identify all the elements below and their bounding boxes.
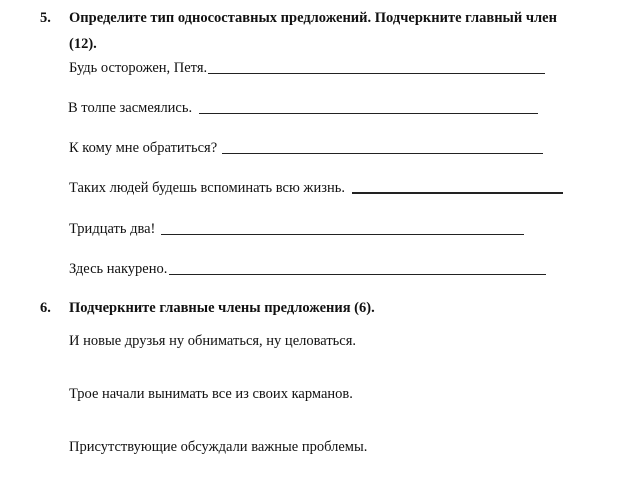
sentence-text: В толпе засмеялись. (68, 100, 193, 116)
answer-line[interactable] (161, 234, 524, 235)
task-6-sentence-1[interactable]: И новые друзья ну обниматься, ну целоваться. (69, 333, 357, 349)
sentence-text: К кому мне обратиться? (69, 140, 218, 156)
answer-line[interactable] (169, 274, 546, 275)
sentence-text: Будь осторожен, Петя. (69, 60, 208, 76)
sentence-text: Таких людей будешь вспоминать всю жизнь. (69, 180, 345, 196)
answer-line[interactable] (222, 153, 543, 154)
task-6-sentence-3[interactable]: Присутствующие обсуждали важные проблемы. (69, 439, 368, 455)
sentence-text: Здесь накурено. (69, 261, 168, 277)
answer-line[interactable] (208, 73, 545, 74)
task-5-heading-line2: (12). (69, 36, 97, 52)
sentence-text: Тридцать два! (69, 221, 156, 237)
task-5-number: 5. (40, 10, 51, 26)
answer-line[interactable] (199, 113, 538, 114)
task-6-heading: Подчеркните главные члены предложения (6). (69, 300, 375, 316)
task-6-sentence-2[interactable]: Трое начали вынимать все из своих карманов. (69, 386, 353, 402)
answer-line[interactable] (352, 192, 563, 194)
task-6-number: 6. (40, 300, 51, 316)
task-5-heading-line1: Определите тип односоставных предложений. Подчеркните главный член (69, 10, 557, 26)
